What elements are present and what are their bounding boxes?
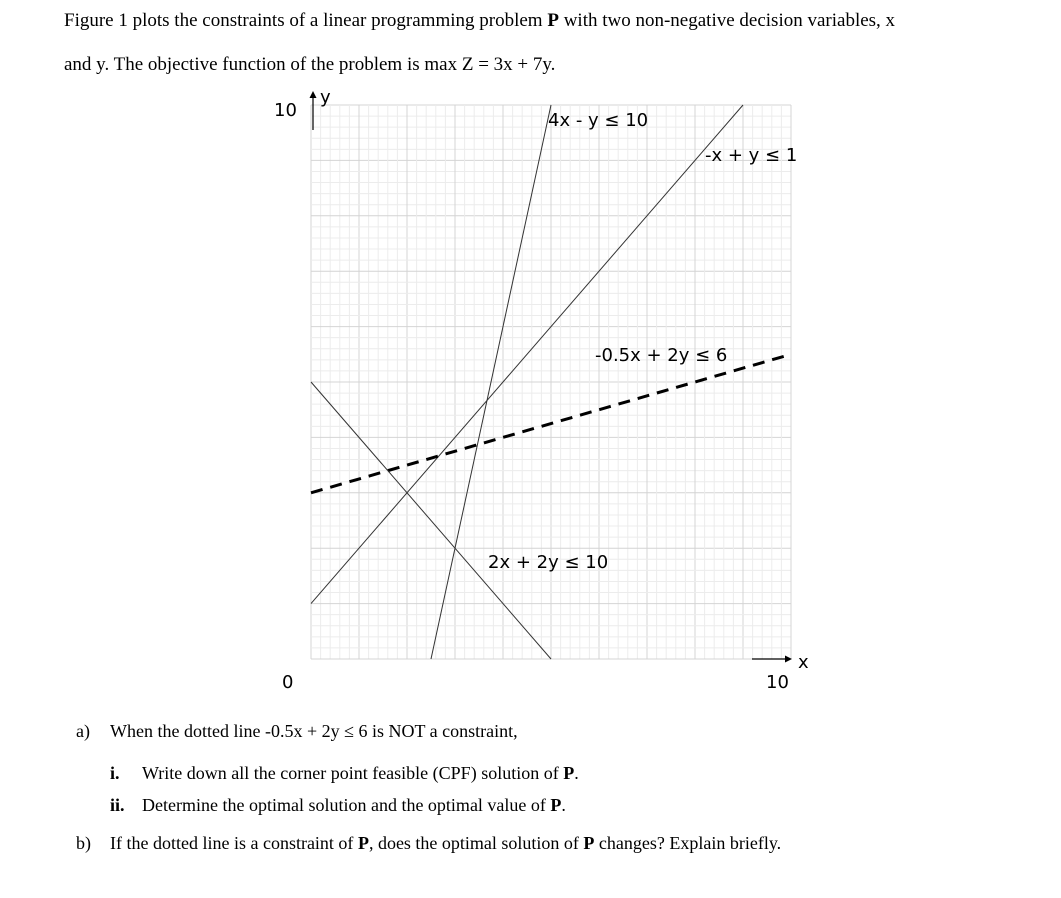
question-text: . bbox=[561, 795, 566, 815]
constraint-label-1: 4x - y ≤ 10 bbox=[548, 110, 649, 131]
intro-line-2: and y. The objective function of the problem is max Z = 3x + 7y. bbox=[64, 54, 556, 75]
question-text: . bbox=[574, 763, 579, 783]
question-text: Write down all the corner point feasible (CPF) solution of bbox=[142, 763, 564, 783]
problem-symbol: P bbox=[563, 763, 575, 783]
problem-symbol: P bbox=[583, 833, 595, 853]
question-text: , does the optimal solution of bbox=[368, 833, 584, 853]
constraint-label-2: -x + y ≤ 1 bbox=[705, 145, 798, 166]
intro-text: with two non-negative decision variables, x bbox=[558, 10, 896, 31]
question-number: i. bbox=[110, 763, 120, 783]
question-b bbox=[76, 832, 781, 854]
y-max-label: 10 bbox=[274, 100, 297, 121]
question-number: b) bbox=[76, 833, 91, 853]
problem-symbol: P bbox=[547, 10, 559, 31]
question-text: Determine the optimal solution and the optimal value of bbox=[142, 795, 551, 815]
constraint-label-3: -0.5x + 2y ≤ 6 bbox=[595, 345, 728, 366]
x-max-label: 10 bbox=[766, 672, 789, 693]
question-a bbox=[76, 720, 518, 742]
y-axis-arrow-icon bbox=[310, 91, 317, 98]
question-a-i bbox=[110, 762, 579, 784]
question-text: If the dotted line is a constraint of bbox=[110, 833, 358, 853]
grid bbox=[311, 105, 791, 659]
question-text: When the dotted line -0.5x + 2y ≤ 6 is NOT a constraint, bbox=[110, 721, 518, 741]
problem-symbol: P bbox=[550, 795, 562, 815]
question-number: ii. bbox=[110, 795, 125, 815]
intro-text: Figure 1 plots the constraints of a linear programming problem bbox=[64, 10, 548, 31]
problem-symbol: P bbox=[357, 833, 369, 853]
constraint-line-4 bbox=[311, 382, 551, 659]
origin-label: 0 bbox=[282, 672, 294, 693]
x-axis-label: x bbox=[798, 652, 809, 673]
question-text: changes? Explain briefly. bbox=[594, 833, 782, 853]
question-a-ii bbox=[110, 794, 566, 816]
question-number: a) bbox=[76, 721, 90, 741]
y-axis-label: y bbox=[320, 87, 331, 108]
constraint-label-4: 2x + 2y ≤ 10 bbox=[488, 552, 609, 573]
